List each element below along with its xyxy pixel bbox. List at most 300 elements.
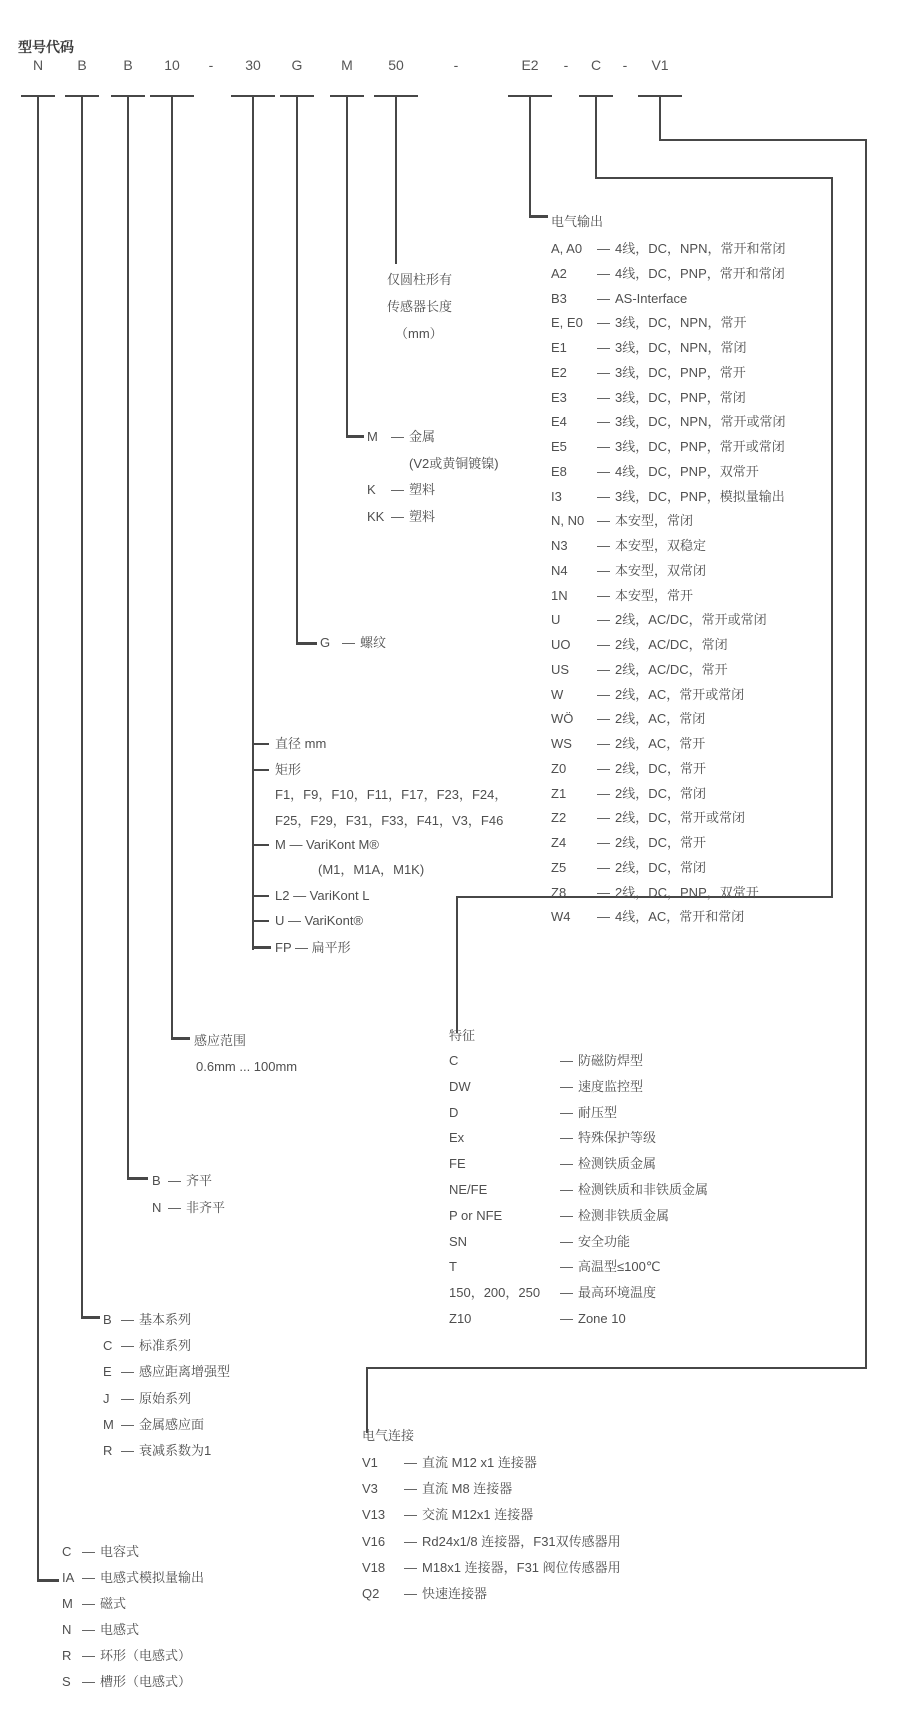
connection-desc: 交流 M12x1 连接器 [422,1507,534,1522]
output-code: Z4 [551,835,567,850]
feature-desc: 速度监控型 [578,1079,644,1094]
feature-desc: 防磁防焊型 [578,1053,644,1068]
dash-separator: — [404,1507,417,1522]
feature-item [449,1104,617,1122]
connector-line [659,95,661,141]
feature-item [449,1258,660,1276]
length-note-text: （mm） [395,326,443,341]
shape-row-text: 直径 mm [275,736,327,751]
dash-separator: — [597,612,610,627]
output-item [551,785,706,803]
series-item [103,1442,211,1460]
sensor-type-code: IA [62,1570,75,1585]
series-code: C [103,1338,113,1353]
dash-separator: — [121,1312,134,1327]
dash-separator: — [597,365,610,380]
series-item [103,1363,230,1381]
dash-separator: — [342,635,355,650]
connector-line [252,895,269,897]
shape-row-text: 矩形 [275,762,302,777]
shape-row-text: (M1，M1A，M1K) [318,862,425,877]
connection-item [362,1559,621,1577]
thread-code: G [320,635,331,650]
output-desc: 本安型，常开 [615,588,694,603]
housing-item [367,508,435,526]
output-item [551,463,759,481]
output-item [551,908,744,926]
page-title: 型号代码 [18,39,74,55]
output-desc: 本安型，双常闭 [615,563,707,578]
code-tbar [280,95,314,97]
feature-item [449,1310,626,1328]
feature-code: Z10 [449,1311,472,1326]
sensor-type-code: M [62,1596,73,1611]
connector-line [660,139,867,141]
output-code: N3 [551,538,568,553]
output-desc: 2线，DC，常闭 [615,860,707,875]
connection-desc: 快速连接器 [422,1586,488,1601]
dash-separator: — [597,266,610,281]
output-item [551,290,687,308]
connector-line [296,642,317,645]
dash-separator: — [404,1586,417,1601]
connection-code: V18 [362,1560,386,1575]
output-code: A2 [551,266,567,281]
dash-separator: — [597,439,610,454]
dash-separator: — [597,687,610,702]
output-desc: 3线，DC，PNP，常开或常闭 [615,439,785,454]
output-code: A, A0 [551,241,583,256]
output-code: I3 [551,489,562,504]
sensor-type-item [62,1673,191,1691]
output-desc: 2线，AC，常闭 [615,711,706,726]
code-tbar [374,95,418,97]
housing-code: KK [367,509,385,524]
sensor-type-item [62,1595,126,1613]
housing-code: K [367,482,376,497]
dash-separator: — [82,1674,95,1689]
output-item [551,438,785,456]
output-code: N4 [551,563,568,578]
connector-line [596,177,833,179]
dash-separator: — [121,1391,134,1406]
code-segment: 50 [388,57,404,73]
output-code: Z1 [551,786,567,801]
code-tbar [638,95,682,97]
dash-separator: — [597,241,610,256]
connector-line [252,95,254,950]
output-code: U [551,612,561,627]
output-item [551,587,693,605]
shape-row [275,912,363,930]
code-segment: M [341,57,353,73]
output-code: Z5 [551,860,567,875]
shape-row [275,761,301,779]
shape-row-text: FP — 扁平形 [275,940,351,955]
output-item [551,834,706,852]
dash-separator: — [597,860,610,875]
dash-separator: — [560,1208,573,1223]
dash-separator: — [168,1200,181,1215]
connector-line [529,95,531,218]
sensor-type-item [62,1647,191,1665]
dash-separator: — [597,736,610,751]
output-item [551,339,746,357]
output-desc: 3线，DC，NPN，常闭 [615,340,747,355]
dash-separator: — [121,1364,134,1379]
connection-desc: 直流 M12 x1 连接器 [422,1455,537,1470]
flush-code: B [152,1173,161,1188]
code-tbar [508,95,552,97]
flush-desc: 齐平 [186,1173,213,1188]
code-segment: C [590,57,602,73]
dash-separator: — [597,786,610,801]
output-item [551,512,693,530]
output-item [551,884,759,902]
connector-line [366,1367,867,1369]
feature-code: P or NFE [449,1208,503,1223]
sensor-type-code: C [62,1544,72,1559]
dash-separator: — [597,835,610,850]
length-note-line [387,298,452,316]
dash-separator: — [82,1544,95,1559]
series-desc: 金属感应面 [139,1417,205,1432]
feature-item [449,1284,656,1302]
output-item [551,265,785,283]
dash-separator: — [597,538,610,553]
output-code: Z2 [551,810,567,825]
dash-separator: — [391,429,404,444]
output-desc: 本安型，常闭 [615,513,694,528]
code-tbar [65,95,99,97]
feature-desc: 安全功能 [578,1234,631,1249]
code-segment: - [208,57,214,73]
feature-item [449,1233,630,1251]
output-desc: 2线，AC/DC，常开或常闭 [615,612,767,627]
code-segment: 30 [245,57,261,73]
output-item [551,562,706,580]
dash-separator: — [560,1182,573,1197]
output-desc: 4线，DC，PNP，常开和常闭 [615,266,785,281]
feature-code: DW [449,1079,471,1094]
output-desc: 2线，AC，常开 [615,736,706,751]
housing-code: M [367,429,378,444]
dash-separator: — [121,1338,134,1353]
shape-row-text: M — VariKont M® [275,837,379,852]
output-code: WÖ [551,711,574,726]
series-desc: 基本系列 [139,1312,192,1327]
dash-separator: — [597,662,610,677]
series-item [103,1416,204,1434]
output-code: E5 [551,439,567,454]
feature-desc: Zone 10 [578,1311,626,1326]
output-desc: 2线，DC，常开或常闭 [615,810,746,825]
output-item [551,809,745,827]
shape-row-text: F1，F9，F10，F11，F17，F23，F24， [275,787,508,802]
sensor-type-desc: 磁式 [100,1596,127,1611]
dash-separator: — [597,637,610,652]
dash-separator: — [404,1534,417,1549]
dash-separator: — [597,711,610,726]
dash-separator: — [82,1622,95,1637]
length-note-text: 传感器长度 [387,299,453,314]
length-note-line [395,325,443,343]
dash-separator: — [560,1130,573,1145]
output-desc: 3线，DC，PNP，常闭 [615,390,746,405]
housing-note: (V2或黄铜镀镍) [409,456,499,471]
code-segment: B [77,57,87,73]
flush-desc: 非齐平 [186,1200,226,1215]
connector-line [81,1316,100,1319]
output-desc: 3线，DC，NPN，常开或常闭 [615,414,786,429]
output-desc: 2线，AC/DC，常闭 [615,637,728,652]
connector-line [127,1177,148,1180]
dash-separator: — [560,1259,573,1274]
output-desc: 2线，DC，常闭 [615,786,707,801]
connector-line [456,896,458,1033]
dash-separator: — [597,489,610,504]
series-desc: 标准系列 [139,1338,192,1353]
dash-separator: — [597,414,610,429]
connection-item [362,1454,537,1472]
output-code: E2 [551,365,567,380]
output-item [551,859,706,877]
dash-separator: — [597,810,610,825]
output-desc: 2线，AC/DC，常开 [615,662,728,677]
output-code: E3 [551,390,567,405]
output-item [551,413,785,431]
series-item [103,1337,191,1355]
output-item [551,686,744,704]
shape-row [275,735,326,753]
flush-item [152,1199,225,1217]
output-desc: 2线，AC，常开或常闭 [615,687,745,702]
connection-item [362,1506,533,1524]
output-desc: 2线，DC，PNP，双常开 [615,885,759,900]
sensor-type-code: R [62,1648,72,1663]
output-desc: 4线，AC，常开和常闭 [615,909,745,924]
dash-separator: — [597,340,610,355]
output-code: E, E0 [551,315,583,330]
housing-item [367,481,435,499]
shape-row [275,939,351,957]
output-desc: 3线，DC，PNP，模拟量输出 [615,489,785,504]
output-code: W4 [551,909,571,924]
connection-code: V13 [362,1507,386,1522]
feature-item [449,1155,656,1173]
connection-code: Q2 [362,1586,380,1601]
output-code: N, N0 [551,513,585,528]
feature-desc: 检测铁质金属 [578,1156,657,1171]
dash-separator: — [560,1156,573,1171]
series-item [103,1311,191,1329]
shape-row-text: L2 — VariKont L [275,888,370,903]
series-item [103,1390,191,1408]
code-tbar [111,95,145,97]
output-desc: 3线，DC，PNP，常开 [615,365,746,380]
feature-desc: 最高环境温度 [578,1285,657,1300]
output-item [551,240,785,258]
feature-item [449,1052,643,1070]
output-item [551,314,746,332]
connector-line [346,95,348,438]
dash-separator: — [597,588,610,603]
code-segment: - [622,57,628,73]
sensor-type-desc: 电感式 [100,1622,140,1637]
code-segment: B [123,57,133,73]
feature-code: FE [449,1156,466,1171]
code-segment: E2 [521,57,539,73]
shape-row [318,861,424,879]
output-desc: 2线，DC，常开 [615,761,707,776]
series-desc: 原始系列 [139,1391,192,1406]
output-item [551,735,705,753]
sensing-range-header: 感应范围 [194,1033,247,1048]
output-item [551,710,705,728]
dash-separator: — [597,315,610,330]
connector-line [127,95,129,1180]
connector-line [171,95,173,1040]
sensor-type-item [62,1621,139,1639]
code-tbar [330,95,364,97]
connector-line [366,1367,368,1433]
dash-separator: — [597,563,610,578]
dash-separator: — [560,1105,573,1120]
series-code: M [103,1417,114,1432]
housing-desc: 金属 [409,429,436,444]
code-segment: - [453,57,459,73]
dash-separator: — [560,1285,573,1300]
thread-desc: 螺纹 [360,635,387,650]
sensing-range-value: 0.6mm ... 100mm [196,1059,298,1074]
features-header: 特征 [449,1028,476,1043]
flush-code: N [152,1200,162,1215]
feature-desc: 检测非铁质金属 [578,1208,670,1223]
connector-line [346,435,364,438]
output-desc: 2线，DC，常开 [615,835,707,850]
connector-line [171,1037,190,1040]
dash-separator: — [597,761,610,776]
connector-line [37,95,39,1582]
output-desc: 4线，DC，PNP，双常开 [615,464,759,479]
feature-code: D [449,1105,459,1120]
housing-item [409,455,499,473]
series-code: B [103,1312,112,1327]
sensor-type-code: S [62,1674,71,1689]
feature-item [449,1181,708,1199]
connection-desc: M18x1 连接器，F31 阀位传感器用 [422,1560,621,1575]
feature-code: Ex [449,1130,465,1145]
feature-code: NE/FE [449,1182,488,1197]
feature-code: C [449,1053,459,1068]
output-code: Z0 [551,761,567,776]
connector-line [37,1579,59,1582]
sensor-type-desc: 环形（电感式） [100,1648,192,1663]
dash-separator: — [560,1234,573,1249]
code-segment: G [291,57,303,73]
code-segment: 10 [164,57,180,73]
dash-separator: — [82,1648,95,1663]
feature-item [449,1207,669,1225]
shape-row [275,812,503,830]
connector-line [252,844,269,846]
connector-line [831,177,833,898]
dash-separator: — [560,1311,573,1326]
output-code: US [551,662,570,677]
connector-line [865,139,867,1369]
flush-item [152,1172,212,1190]
code-segment: V1 [651,57,669,73]
sensor-type-code: N [62,1622,72,1637]
output-desc: 3线，DC，NPN，常开 [615,315,747,330]
dash-separator: — [404,1481,417,1496]
series-desc: 衰减系数为1 [139,1443,212,1458]
connector-line [395,95,397,264]
output-code: W [551,687,564,702]
dash-separator: — [404,1455,417,1470]
sensor-type-desc: 槽形（电感式） [100,1674,192,1689]
dash-separator: — [597,390,610,405]
connector-line [252,743,269,745]
dash-separator: — [121,1417,134,1432]
electrical-connection-header: 电气连接 [362,1428,415,1443]
feature-item [449,1129,656,1147]
dash-separator: — [597,909,610,924]
connector-line [595,95,597,179]
output-item [551,611,767,629]
length-note-text: 仅圆柱形有 [387,272,453,287]
output-code: E4 [551,414,567,429]
code-tbar [21,95,55,97]
dash-separator: — [391,482,404,497]
output-code: E1 [551,340,567,355]
output-desc: 4线，DC，NPN，常开和常闭 [615,241,786,256]
output-item [551,636,728,654]
output-code: E8 [551,464,567,479]
connection-desc: 直流 M8 连接器 [422,1481,513,1496]
sensor-type-item [62,1543,139,1561]
output-item [551,537,706,555]
housing-desc: 塑料 [409,482,436,497]
thread-item [320,634,386,652]
output-code: UO [551,637,571,652]
dash-separator: — [121,1443,134,1458]
output-desc: AS-Interface [615,291,688,306]
output-code: B3 [551,291,567,306]
housing-item [367,428,435,446]
dash-separator: — [560,1053,573,1068]
code-tbar [150,95,194,97]
output-item [551,389,746,407]
electrical-output-header: 电气输出 [551,214,604,229]
connector-line [296,95,298,645]
output-item [551,661,728,679]
output-code: Z8 [551,885,567,900]
output-desc: 本安型，双稳定 [615,538,707,553]
dash-separator: — [597,291,610,306]
sensor-type-desc: 电容式 [100,1544,140,1559]
feature-code: SN [449,1234,468,1249]
series-code: R [103,1443,113,1458]
connector-line [252,920,269,922]
feature-desc: 耐压型 [578,1105,618,1120]
feature-item [449,1078,643,1096]
length-note-line [387,271,452,289]
connection-item [362,1533,621,1551]
output-code: 1N [551,588,568,603]
dash-separator: — [560,1079,573,1094]
code-tbar [231,95,275,97]
